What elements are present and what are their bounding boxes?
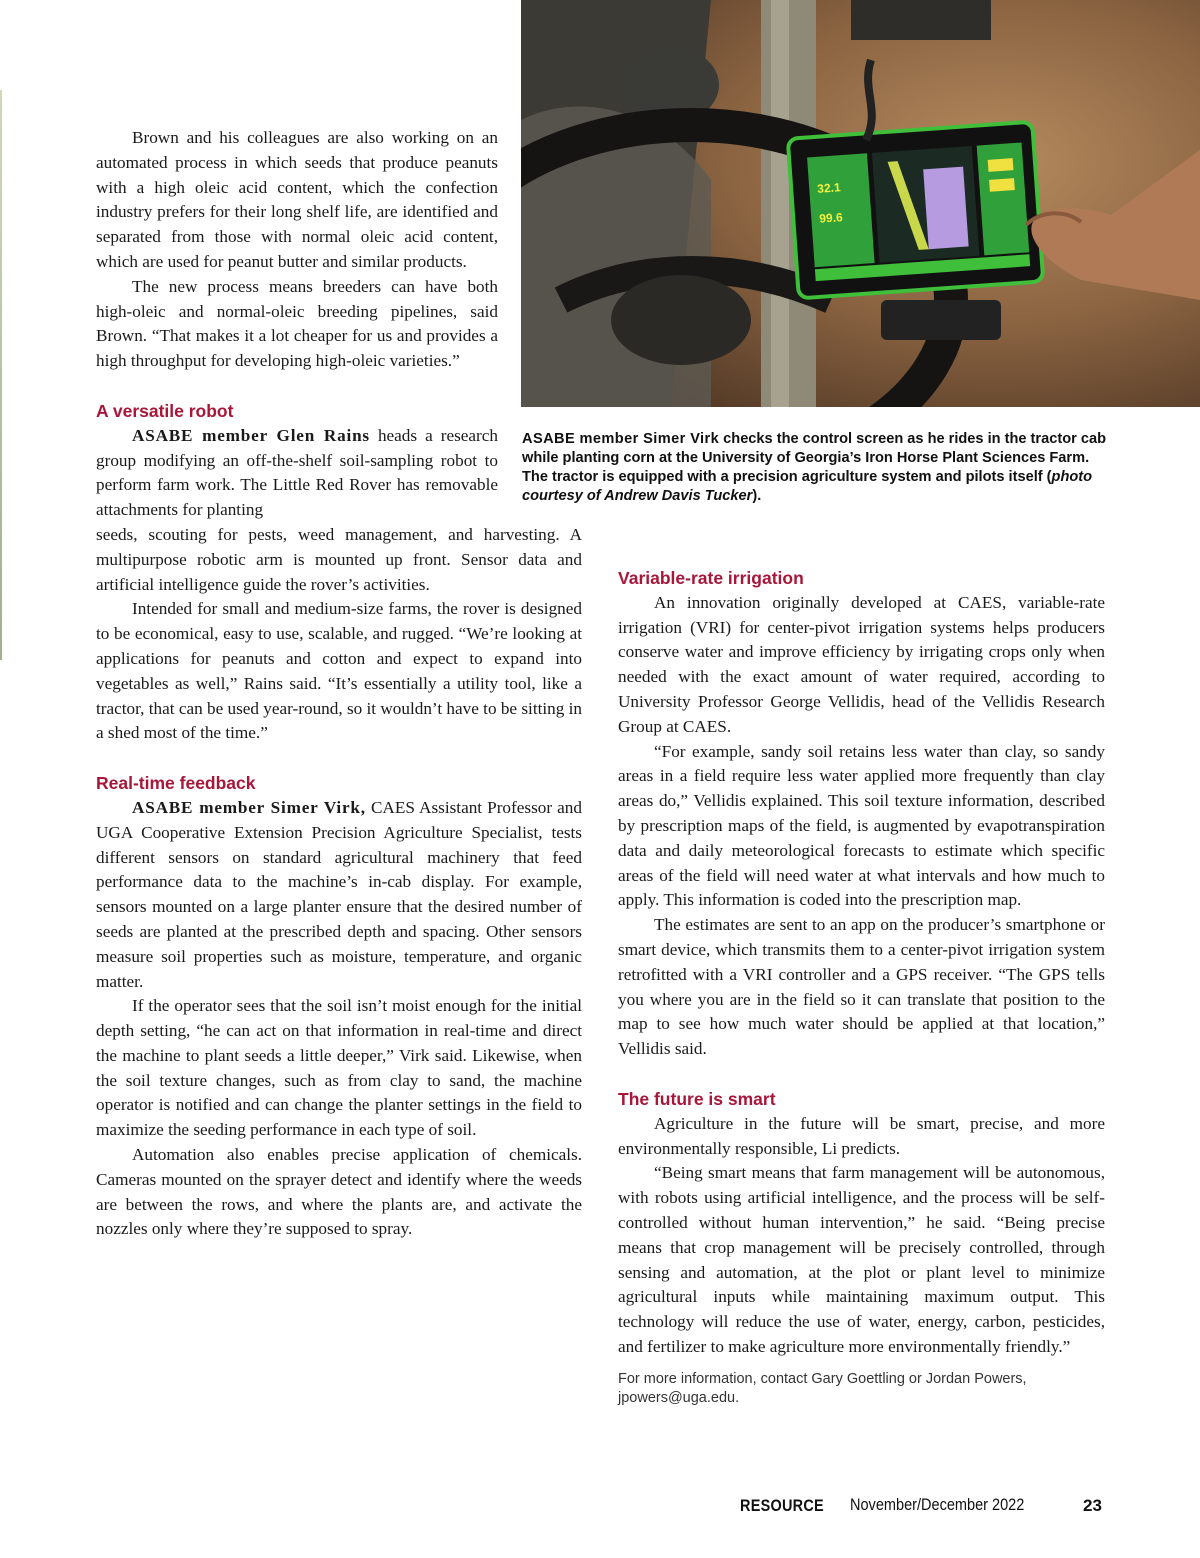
left-paragraph-3a	[96, 424, 498, 523]
right-paragraph-1: An innovation originally developed at CAES, variable-rate irrigation (VRI) for center-pivot irrigation systems helps producers conserve water and improve efficiency by irrigating crops only when needed with the exact amount of water required, according to University Professor George Vellidis, head of the Vellidis Research Group at CAES.	[618, 592, 1105, 736]
screen-readout-1: 32.1	[816, 180, 842, 196]
caption-end: ).	[752, 488, 762, 504]
heading-variable-rate-irrigation: Variable-rate irrigation	[618, 568, 804, 588]
left-paragraph-4: Intended for small and medium-size farms, the rover is designed to be economical, easy to use, scalable, and rugged. “We’re looking at applications for peanuts and cotton and expect to expand into vegetables as well,” Rains said. “It’s essentially a utility tool, like a tractor, that can be used year-round, so it wouldn’t have to be sitting in a shed most of the time.”	[96, 599, 582, 743]
caption-lead: ASABE member Simer Virk	[522, 431, 720, 447]
footer-issue-date: November/December 2022	[850, 1496, 1025, 1514]
photo-caption	[522, 430, 1112, 506]
heading-versatile-robot: A versatile robot	[96, 400, 234, 421]
tractor-cab-control-screen-photo-icon	[521, 0, 1200, 407]
left-paragraph-3a-text: heads a research group modifying an off-the-shelf soil-sampling robot to perform farm work. The Little Red Rover has removable attachments for planting	[96, 425, 498, 520]
left-paragraph-3b: seeds, scouting for pests, weed management, and harvesting. A multipurpose robotic arm is mounted up front. Sensor data and artificial intelligence guide the rover’s activities.	[96, 524, 582, 594]
contact-info: For more information, contact Gary Goettling or Jordan Powers, jpowers@uga.edu.	[618, 1370, 1027, 1406]
left-paragraph-5-text: CAES Assistant Professor and UGA Cooperative Extension Precision Agriculture Specialist, tests different sensors on standard agricultural machinery that feed performance data to the machine’s in-cab display. For example, sensors mounted on a large planter ensure that the desired number of seeds are planted at the prescribed depth and spacing. Other sensors measure soil properties such as moisture, temperature, and organic matter.	[96, 797, 582, 991]
page-number: 23	[1083, 1496, 1102, 1515]
right-paragraph-5: “Being smart means that farm management will be autonomous, with robots using artificial intelligence, and the process will be self-controlled without human intervention,” he said. “Being precise means that crop management will be precisely controlled, through sensing and automation, at the plot or plant level to minimize agricultural inputs while maintaining maximum output. This technology will reduce the use of water, energy, carbon, pesticides, and fertilizer to make agriculture more environmentally friendly.”	[618, 1163, 1105, 1356]
simer-virk-name: ASABE member Simer Virk,	[132, 797, 366, 817]
left-paragraph-1: Brown and his colleagues are also working on an automated process in which seeds that produce peanuts with a high oleic acid content, which the confection industry prefers for their long shelf life, are identified and separated from those with normal oleic acid content, which are used for peanut butter and similar products.	[96, 128, 498, 271]
left-column	[96, 126, 582, 1242]
glen-rains-name: ASABE member Glen Rains	[132, 425, 370, 445]
caption-credit: photo courtesy of Andrew Davis Tucker	[522, 469, 1093, 504]
heading-real-time-feedback: Real-time feedback	[96, 773, 256, 794]
left-paragraph-7: Automation also enables precise application of chemicals. Cameras mounted on the sprayer detect and identify where the weeds are between the rows, and where the plants are, and activate the nozzles only where they’re supposed to spray.	[96, 1145, 582, 1239]
left-paragraph-5	[96, 796, 582, 994]
screen-readout-2: 99.6	[818, 210, 844, 226]
right-paragraph-2: “For example, sandy soil retains less water than clay, so sandy areas in a field require less water applied more frequently than clay areas do,” Vellidis explained. This soil texture information, described by prescription maps of the field, is augmented by evapotranspiration data and daily meteorological forecasts to estimate which specific areas of the field will need water at what intervals and how much to apply. This information is coded into the prescription map.	[618, 741, 1105, 910]
left-paragraph-6: If the operator sees that the soil isn’t moist enough for the initial depth setting, “he can act on that information in real-time and direct the machine to plant seeds a little deeper,” Virk said. Likewise, when the soil texture changes, such as from clay to sand, the machine operator is notified and can change the planter settings in the field to maximize the seeding performance in each type of soil.	[96, 996, 582, 1140]
left-paragraph-2: The new process means breeders can have both high-oleic and normal-oleic breeding pipelines, said Brown. “That makes it a lot cheaper for us and provides a high throughput for developing high-oleic varieties.”	[96, 276, 498, 371]
footer-brand: RESOURCE	[740, 1496, 824, 1515]
caption-body: checks the control screen as he rides in the tractor cab while planting corn at the University of Georgia’s Iron Horse Plant Sciences Farm. The tractor is equipped with a precision agriculture system and pilots itself (	[522, 431, 1106, 485]
page-edge-line	[0, 90, 2, 660]
heading-future-is-smart: The future is smart	[618, 1088, 776, 1109]
right-paragraph-3: The estimates are sent to an app on the producer’s smartphone or smart device, which transmits them to a center-pivot irrigation system retrofitted with a VRI controller and a GPS receiver. “The GPS tells you where you are in the field so it can translate that position to the map to see how much water should be applied at that location,” Vellidis said.	[618, 915, 1105, 1059]
right-paragraph-4: Agriculture in the future will be smart, precise, and more environmentally responsible, Li predicts.	[618, 1113, 1105, 1158]
tractor-cab-photo	[521, 0, 1200, 407]
right-column	[618, 566, 1105, 1408]
